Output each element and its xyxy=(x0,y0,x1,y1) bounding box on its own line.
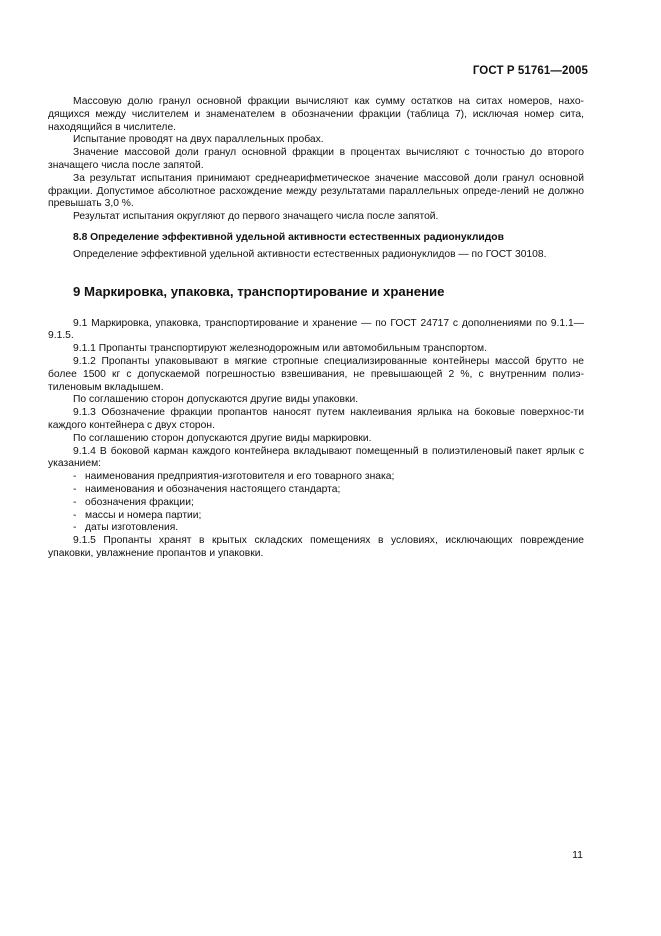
document-header: ГОСТ Р 51761—2005 xyxy=(472,65,588,77)
list-item: - наименования и обозначения настоящего стандарта; xyxy=(73,483,341,495)
paragraph-result-mean: За результат испытания принимают среднеарифметическое значение массовой доли гранул основной фракции. Допустимое абсолютное расхождение между результатами параллельных опреде-лений не должно превышать 3,0 %. xyxy=(48,172,584,210)
paragraph-9-1-4: 9.1.4 В боковой карман каждого контейнера вкладывают помещенный в полиэтиленовый пакет ярлык с указанием: xyxy=(48,445,584,470)
paragraph-parallel-samples: Испытание проводят на двух параллельных пробах. xyxy=(73,134,324,146)
paragraph-radionuclides: Определение эффективной удельной активности естественных радионуклидов — по ГОСТ 30108. xyxy=(73,248,547,260)
paragraph-9-1-3-agreement: По соглашению сторон допускаются другие виды маркировки. xyxy=(73,432,372,444)
list-item: - обозначения фракции; xyxy=(73,496,194,508)
paragraph-precision: Значение массовой доли гранул основной фракции в процентах вычисляют с точностью до второго значащего числа после запятой. xyxy=(48,147,584,171)
label-contents-list xyxy=(48,471,584,535)
paragraph-9-1-3: 9.1.3 Обозначение фракции пропантов наносят путем наклеивания ярлыка на боковые поверхнос-ти каждого контейнера с двух сторон. xyxy=(48,407,584,431)
list-item: - массы и номера партии; xyxy=(73,509,202,521)
list-item: - даты изготовления. xyxy=(73,522,179,534)
list-item: - наименования предприятия-изготовителя и его товарного знака; xyxy=(73,471,395,483)
paragraph-fraction-calc: Массовую долю гранул основной фракции вычисляют как сумму остатков на ситах номеров, нахо-дящихся между числителем и знаменателем в обозначении фракции (таблица 7), исключая номер сита, находящийся в числителе. xyxy=(48,96,584,133)
paragraph-9-1-5: 9.1.5 Пропанты хранят в крытых складских помещениях в условиях, исключающих повреждение упаковки, увлажнение пропантов и упаковки. xyxy=(48,535,584,559)
page-number: 11 xyxy=(572,849,583,861)
paragraph-9-1-2: 9.1.2 Пропанты упаковывают в мягкие стропные специализированные контейнеры массой брутто не более 1500 кг с допускаемой погрешностью взвешивания, не превышающей 2 %, с внутренним полиэ-тиленовым вкладышем. xyxy=(48,355,584,393)
paragraph-9-1-1: 9.1.1 Пропанты транспортируют железнодорожным или автомобильным транспортом. xyxy=(73,343,487,355)
section-heading-9: 9 Маркировка, упаковка, транспортирование и хранение xyxy=(73,283,445,299)
paragraph-rounding: Результат испытания округляют до первого значащего числа после запятой. xyxy=(73,211,439,223)
page-body xyxy=(48,96,584,561)
paragraph-9-1-2-agreement: По соглашению сторон допускаются другие виды упаковки. xyxy=(73,394,359,406)
subsection-heading-8-8: 8.8 Определение эффективной удельной активности естественных радионуклидов xyxy=(73,231,504,243)
paragraph-9-1: 9.1 Маркировка, упаковка, транспортирование и хранение — по ГОСТ 24717 с дополнениями по 9.1.1—9.1.5. xyxy=(48,317,584,342)
